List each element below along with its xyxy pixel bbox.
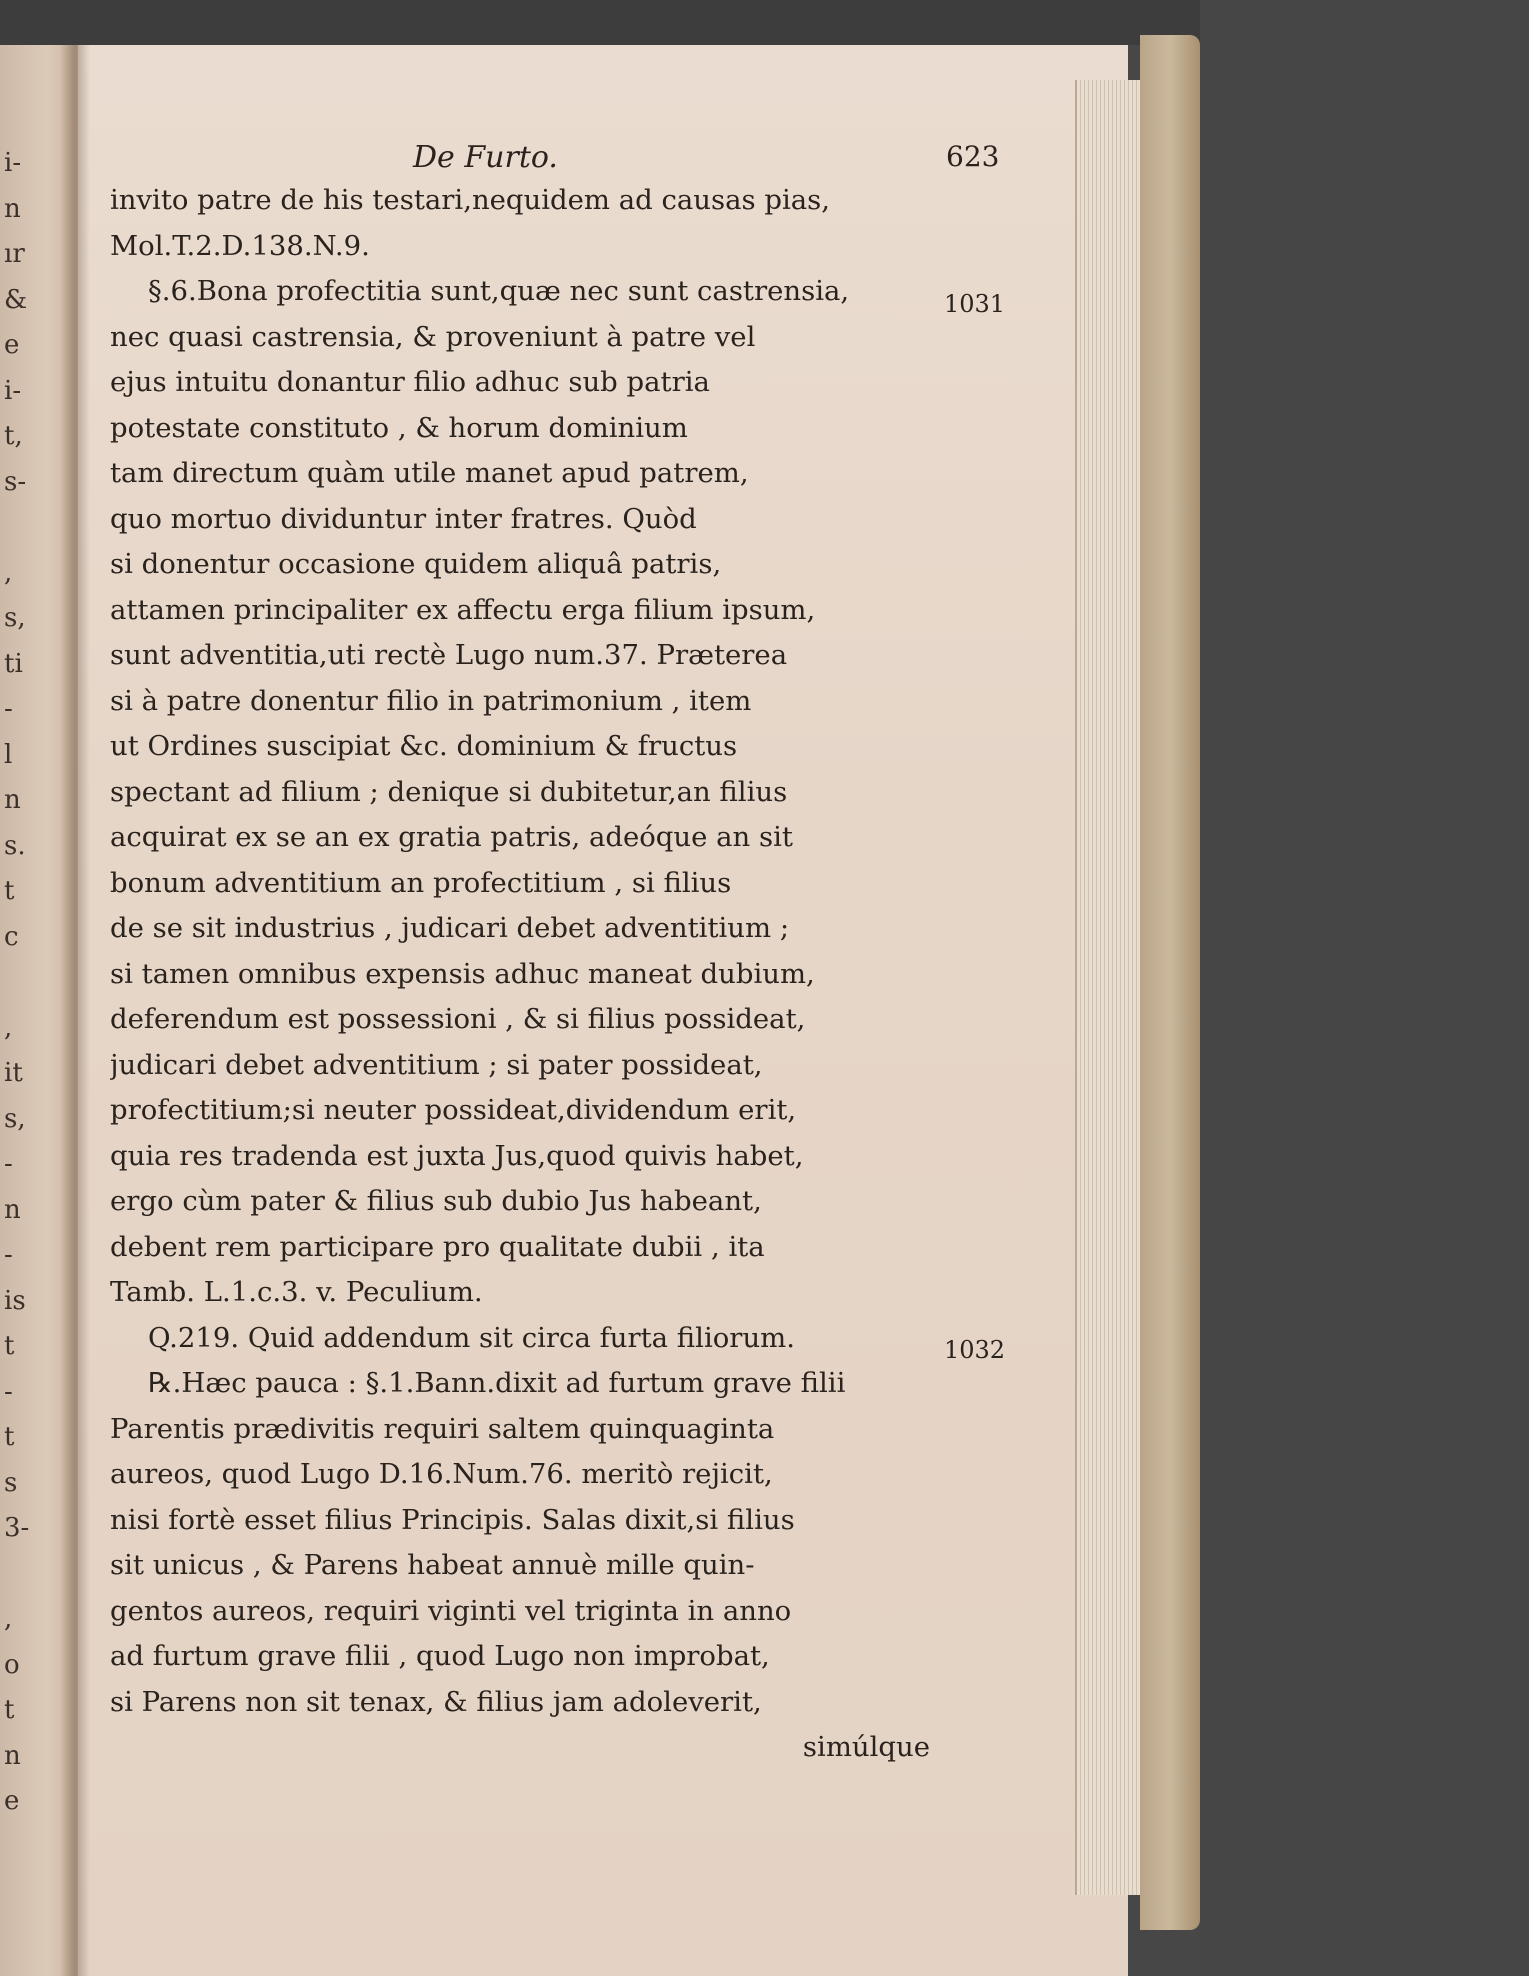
left-page-fragment: & bbox=[4, 284, 28, 315]
text-line: judicari debet adventitium ; si pater possideat, bbox=[110, 1048, 763, 1081]
text-line: si Parens non sit tenax, & filius jam adoleverit, bbox=[110, 1685, 762, 1718]
left-page-fragment: n bbox=[4, 193, 21, 224]
text-line: si donentur occasione quidem aliquâ patris, bbox=[110, 548, 722, 580]
text-line: quia res tradenda est juxta Jus,quod quivis habet, bbox=[110, 1139, 804, 1172]
left-page-fragment: i- bbox=[4, 148, 22, 178]
left-page-fragment: e bbox=[4, 330, 20, 360]
margin-number: 1031 bbox=[944, 290, 1006, 318]
left-page-fragment: ti bbox=[4, 648, 23, 679]
left-page-fragment: s- bbox=[4, 466, 27, 497]
text-line: simúlque bbox=[802, 1731, 930, 1763]
running-head bbox=[78, 140, 1078, 180]
text-line: nec quasi castrensia, & proveniunt à patre vel bbox=[110, 320, 756, 353]
left-page-fragment: i- bbox=[4, 375, 22, 406]
text-line: gentos aureos, requiri viginti vel triginta in anno bbox=[110, 1594, 792, 1627]
left-page-fragment: , bbox=[4, 1012, 13, 1043]
text-line: ad furtum grave filii , quod Lugo non improbat, bbox=[110, 1640, 770, 1672]
page-fore-edge bbox=[1075, 80, 1147, 1895]
text-line: sunt adventitia,uti rectè Lugo num.37. Præterea bbox=[110, 639, 788, 671]
left-page-fragment: n bbox=[4, 1740, 21, 1771]
left-page-fragment: n bbox=[4, 1194, 21, 1225]
left-page-fragment: s. bbox=[4, 830, 26, 861]
text-line: Q.219. Quid addendum sit circa furta filiorum. bbox=[148, 1321, 795, 1354]
text-line: aureos, quod Lugo D.16.Num.76. meritò rejicit, bbox=[110, 1458, 773, 1490]
gutter-shadow bbox=[60, 45, 90, 1976]
text-line: de se sit industrius , judicari debet adventitium ; bbox=[110, 912, 790, 944]
left-page-fragment: t bbox=[4, 1695, 15, 1725]
left-page-fragment: - bbox=[4, 1376, 13, 1407]
left-page-fragment: c bbox=[4, 921, 19, 952]
text-line: quo mortuo dividuntur inter fratres. Quòd bbox=[110, 502, 697, 535]
text-line: Mol.T.2.D.138.N.9. bbox=[110, 229, 370, 262]
text-line: si tamen omnibus expensis adhuc maneat dubium, bbox=[110, 957, 815, 990]
text-line: ejus intuitu donantur filio adhuc sub patria bbox=[110, 366, 710, 398]
text-line: debent rem participare pro qualitate dubii , ita bbox=[110, 1230, 765, 1263]
text-line: spectant ad filium ; denique si dubitetur,an filius bbox=[110, 775, 788, 808]
text-line: tam directum quàm utile manet apud patrem, bbox=[110, 457, 749, 489]
text-line: bonum adventitium an profectitium , si filius bbox=[110, 866, 732, 899]
left-page-fragment: s bbox=[4, 1467, 18, 1498]
left-page-fragment: ır bbox=[4, 239, 25, 269]
backdrop-right bbox=[1200, 0, 1529, 1976]
left-page-fragment: - bbox=[4, 1149, 13, 1179]
body-text bbox=[110, 178, 930, 1771]
left-page-fragment: s, bbox=[4, 1103, 26, 1134]
left-page-fragment: e bbox=[4, 1786, 20, 1816]
text-line: ut Ordines suscipiat &c. dominium & fructus bbox=[110, 730, 738, 762]
left-page-fragment: o bbox=[4, 1649, 20, 1680]
text-line: ergo cùm pater & filius sub dubio Jus habeant, bbox=[110, 1185, 762, 1217]
left-page-fragment: t, bbox=[4, 421, 23, 451]
left-page-fragment: , bbox=[4, 1604, 13, 1634]
text-line: invito patre de his testari,nequidem ad causas pias, bbox=[110, 184, 830, 216]
left-page-fragment: it bbox=[4, 1058, 23, 1088]
text-line: deferendum est possessioni , & si filius possideat, bbox=[110, 1003, 806, 1035]
left-page-fragment: 3- bbox=[4, 1513, 30, 1543]
text-line: potestate constituto , & horum dominium bbox=[110, 411, 688, 444]
left-page-fragment: s, bbox=[4, 603, 26, 633]
text-line: §.6.Bona profectitia sunt,quæ nec sunt castrensia, bbox=[148, 275, 850, 307]
running-head-title: De Furto. bbox=[413, 140, 558, 175]
text-line: si à patre donentur filio in patrimonium , item bbox=[110, 684, 752, 717]
left-page-fragment: n bbox=[4, 785, 21, 815]
text-line: profectitium;si neuter possideat,dividendum erit, bbox=[110, 1094, 797, 1126]
left-page-fragment: l bbox=[4, 739, 13, 770]
left-page-fragment: - bbox=[4, 694, 13, 724]
left-page-fragment: t bbox=[4, 1422, 15, 1452]
left-page-fragment: t bbox=[4, 876, 15, 906]
text-line: acquirat ex se an ex gratia patris, adeóque an sit bbox=[110, 821, 793, 853]
margin-number: 1032 bbox=[944, 1336, 1006, 1364]
left-page-fragment: - bbox=[4, 1240, 13, 1270]
text-line: Tamb. L.1.c.3. v. Peculium. bbox=[110, 1276, 483, 1308]
text-line: attamen principaliter ex affectu erga filium ipsum, bbox=[110, 593, 816, 626]
left-page-fragment: , bbox=[4, 557, 13, 588]
text-line: sit unicus , & Parens habeat annuè mille quin- bbox=[110, 1549, 755, 1581]
text-line: ℞.Hæc pauca : §.1.Bann.dixit ad furtum grave filii bbox=[148, 1367, 846, 1399]
book-cover-edge bbox=[1140, 35, 1200, 1930]
page-number: 623 bbox=[946, 140, 1000, 173]
text-line: nisi fortè esset filius Principis. Salas dixit,si filius bbox=[110, 1503, 795, 1536]
left-page-fragment: is bbox=[4, 1285, 26, 1316]
text-line: Parentis prædivitis requiri saltem quinquaginta bbox=[110, 1412, 775, 1445]
left-page-fragment: t bbox=[4, 1331, 15, 1361]
